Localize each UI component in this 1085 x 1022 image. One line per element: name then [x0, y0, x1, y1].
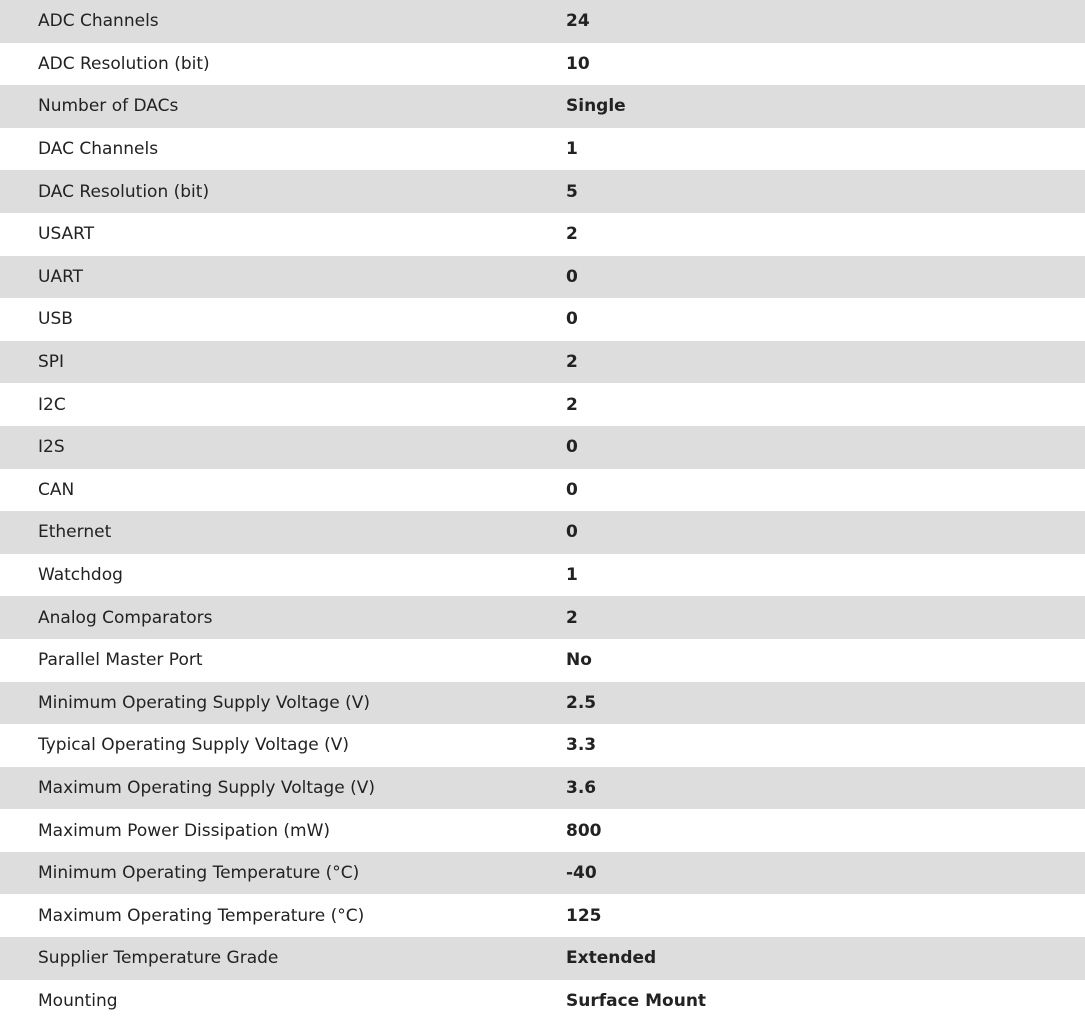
table-row	[0, 383, 1085, 426]
spec-value: 2	[566, 394, 578, 415]
spec-value: 1	[566, 139, 578, 160]
spec-label: Ethernet	[38, 522, 112, 543]
table-row	[0, 596, 1085, 639]
spec-label: Maximum Operating Supply Voltage (V)	[38, 777, 375, 798]
spec-value: Single	[566, 96, 626, 117]
table-row	[0, 767, 1085, 810]
spec-label: Supplier Temperature Grade	[38, 948, 279, 969]
spec-value: 3.3	[566, 735, 597, 756]
spec-value: 2	[566, 607, 578, 628]
table-row	[0, 852, 1085, 895]
spec-value: No	[566, 650, 592, 671]
spec-label: Watchdog	[38, 565, 123, 586]
spec-value: 125	[566, 905, 602, 926]
table-row	[0, 980, 1085, 1022]
table-row	[0, 724, 1085, 767]
spec-value: 1	[566, 565, 578, 586]
spec-label: UART	[38, 266, 84, 287]
table-row	[0, 298, 1085, 341]
spec-value: 0	[566, 266, 578, 287]
spec-value: Extended	[566, 948, 657, 969]
spec-value: 800	[566, 820, 602, 841]
table-row	[0, 341, 1085, 384]
table-row	[0, 128, 1085, 171]
spec-label: Maximum Power Dissipation (mW)	[38, 820, 331, 841]
spec-label: CAN	[38, 479, 75, 500]
spec-label: Maximum Operating Temperature (°C)	[38, 905, 365, 926]
table-row	[0, 937, 1085, 980]
spec-label: DAC Channels	[38, 139, 159, 160]
table-row	[0, 682, 1085, 725]
spec-value: 0	[566, 479, 578, 500]
table-row	[0, 809, 1085, 852]
spec-label: Mounting	[38, 990, 118, 1011]
table-row	[0, 554, 1085, 597]
table-row	[0, 170, 1085, 213]
table-row	[0, 426, 1085, 469]
spec-value: 0	[566, 309, 578, 330]
spec-value: 2	[566, 224, 578, 245]
spec-value: 5	[566, 181, 578, 202]
spec-label: ADC Channels	[38, 11, 159, 32]
spec-label: SPI	[38, 352, 65, 373]
table-row	[0, 469, 1085, 512]
spec-label: USART	[38, 224, 95, 245]
spec-label: Minimum Operating Temperature (°C)	[38, 863, 360, 884]
spec-value: 2.5	[566, 692, 597, 713]
table-row	[0, 639, 1085, 682]
spec-label: Parallel Master Port	[38, 650, 203, 671]
spec-label: Number of DACs	[38, 96, 179, 117]
spec-value: -40	[566, 863, 597, 884]
spec-label: Minimum Operating Supply Voltage (V)	[38, 692, 370, 713]
table-row	[0, 85, 1085, 128]
spec-label: ADC Resolution (bit)	[38, 53, 210, 74]
table-row	[0, 43, 1085, 86]
spec-value: 0	[566, 437, 578, 458]
table-row	[0, 511, 1085, 554]
spec-value: Surface Mount	[566, 990, 707, 1011]
spec-label: Analog Comparators	[38, 607, 213, 628]
table-row	[0, 256, 1085, 299]
table-row	[0, 0, 1085, 43]
table-row	[0, 213, 1085, 256]
spec-label: Typical Operating Supply Voltage (V)	[38, 735, 349, 756]
spec-label: I2S	[38, 437, 65, 458]
spec-label: USB	[38, 309, 73, 330]
spec-value: 2	[566, 352, 578, 373]
spec-label: DAC Resolution (bit)	[38, 181, 210, 202]
spec-value: 0	[566, 522, 578, 543]
spec-value: 3.6	[566, 777, 597, 798]
spec-label: I2C	[38, 394, 66, 415]
table-row	[0, 894, 1085, 937]
spec-value: 24	[566, 11, 590, 32]
spec-value: 10	[566, 53, 590, 74]
